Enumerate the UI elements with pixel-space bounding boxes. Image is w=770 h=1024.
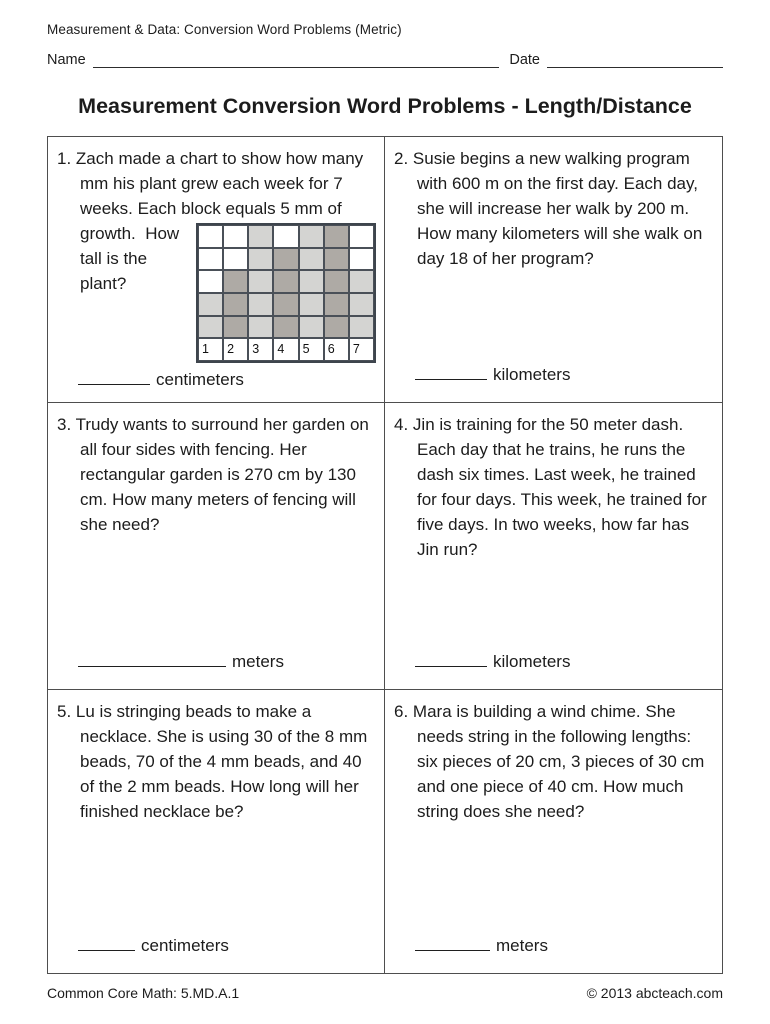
problem-6-answer-blank: [415, 934, 490, 951]
problem-1-text-after: growth. How tall is the plant?: [80, 224, 180, 293]
chart-block-cell: [273, 316, 298, 339]
chart-block-cell: [223, 225, 248, 248]
chart-block-cell: [248, 316, 273, 339]
chart-block-cell: [198, 316, 223, 339]
problem-5-number: 5.: [57, 702, 72, 721]
chart-block-cell: [349, 248, 374, 271]
chart-week-label: 1: [198, 338, 223, 361]
chart-block-cell: [324, 225, 349, 248]
problem-4-answer-row: [415, 649, 714, 674]
problem-4-text-body: Jin is training for the 50 meter dash. Each day that he trains, he runs the dash six times. Last week, he trained for four days. This week, he trained for five days. In two weeks, how far has Jin run?: [412, 415, 707, 559]
problem-1-text-before: Zach made a chart to show how many mm his plant grew each week for 7 weeks. Each block equals 5 mm of: [75, 149, 364, 218]
chart-block-cell: [273, 293, 298, 316]
page-title: Measurement Conversion Word Problems - Length/Distance: [78, 94, 692, 118]
plant-growth-chart: [196, 223, 376, 363]
date-label: Date: [509, 52, 540, 68]
chart-block-cell: [324, 293, 349, 316]
chart-week-label: 6: [324, 338, 349, 361]
problem-2-answer-row: [415, 362, 714, 387]
chart-block-cell: [299, 316, 324, 339]
chart-week-label: 3: [248, 338, 273, 361]
chart-block-cell: [248, 225, 273, 248]
chart-block-cell: [299, 270, 324, 293]
problem-6-answer-row: [415, 933, 714, 958]
chart-block-cell: [324, 316, 349, 339]
name-blank-line: [93, 53, 500, 68]
problem-1-text: [57, 146, 376, 367]
problem-3-cell: [48, 403, 385, 690]
doc-subject: Measurement & Data: Conversion Word Problems (Metric): [47, 22, 402, 37]
problem-2-text-body: Susie begins a new walking program with 600 m on the first day. Each day, she will increase her walk by 200 m. How many kilometers will she walk on day 18 of her program?: [412, 149, 703, 268]
problems-grid: [47, 136, 723, 974]
problem-3-unit: meters: [232, 652, 284, 671]
problem-6-unit: meters: [496, 936, 548, 955]
chart-block-cell: [299, 225, 324, 248]
problem-5-unit: centimeters: [141, 936, 229, 955]
chart-block-cell: [273, 270, 298, 293]
problem-5-cell: [48, 690, 385, 973]
chart-block-cell: [273, 225, 298, 248]
problem-6-cell: [385, 690, 722, 973]
chart-block-cell: [273, 248, 298, 271]
problem-1-answer-blank: [78, 368, 150, 385]
problem-4-unit: kilometers: [493, 652, 571, 671]
problem-6-text-body: Mara is building a wind chime. She needs string in the following lengths: six pieces of 20 cm, 3 pieces of 30 cm and one piece of 40 cm. How much string does she need?: [412, 702, 705, 821]
problem-1-cell: [48, 137, 385, 403]
problem-5-text: [57, 699, 376, 824]
chart-block-cell: [349, 316, 374, 339]
footer-copyright: © 2013 abcteach.com: [586, 985, 723, 1001]
chart-block-cell: [198, 293, 223, 316]
chart-block-cell: [223, 316, 248, 339]
chart-week-label: 7: [349, 338, 374, 361]
chart-week-label: 2: [223, 338, 248, 361]
chart-block-cell: [349, 293, 374, 316]
problem-2-number: 2.: [394, 149, 409, 168]
problem-1-unit: centimeters: [156, 370, 244, 389]
problem-5-text-body: Lu is stringing beads to make a necklace. She is using 30 of the 8 mm beads, 70 of the 4 mm beads, and 40 of the 2 mm beads. How long will her finished necklace be?: [75, 702, 368, 821]
name-date-row: [47, 52, 723, 68]
chart-block-cell: [248, 248, 273, 271]
problem-1-number: 1.: [57, 149, 72, 168]
problem-2-unit: kilometers: [493, 365, 571, 384]
problem-3-number: 3.: [57, 415, 72, 434]
problem-5-answer-row: [78, 933, 376, 958]
problem-4-answer-blank: [415, 650, 487, 667]
chart-block-cell: [223, 248, 248, 271]
problem-5-answer-blank: [78, 934, 135, 951]
chart-block-cell: [198, 270, 223, 293]
problem-3-answer-row: [78, 649, 376, 674]
chart-block-cell: [324, 270, 349, 293]
chart-block-cell: [223, 293, 248, 316]
chart-block-cell: [248, 270, 273, 293]
date-blank-line: [547, 53, 723, 68]
problem-3-answer-blank: [78, 650, 226, 667]
chart-block-cell: [349, 270, 374, 293]
problem-2-cell: [385, 137, 722, 403]
chart-block-cell: [223, 270, 248, 293]
problem-4-number: 4.: [394, 415, 409, 434]
chart-block-cell: [198, 225, 223, 248]
problem-4-cell: [385, 403, 722, 690]
problem-3-text-body: Trudy wants to surround her garden on all four sides with fencing. Her rectangular garden is 270 cm by 130 cm. How many meters of fencing will she need?: [75, 415, 369, 534]
page-footer: [47, 985, 723, 1001]
problem-1-answer-row: [78, 367, 376, 392]
chart-block-cell: [324, 248, 349, 271]
problem-3-text: [57, 412, 376, 537]
problem-6-number: 6.: [394, 702, 409, 721]
name-label: Name: [47, 52, 86, 68]
footer-standard: Common Core Math: 5.MD.A.1: [47, 985, 240, 1001]
chart-block-cell: [248, 293, 273, 316]
chart-block-cell: [198, 248, 223, 271]
chart-week-label: 4: [273, 338, 298, 361]
problem-2-text: [394, 146, 714, 271]
problem-4-text: [394, 412, 714, 562]
chart-week-label: 5: [299, 338, 324, 361]
chart-block-cell: [299, 248, 324, 271]
chart-block-cell: [299, 293, 324, 316]
problem-6-text: [394, 699, 714, 824]
chart-block-cell: [349, 225, 374, 248]
problem-2-answer-blank: [415, 363, 487, 380]
